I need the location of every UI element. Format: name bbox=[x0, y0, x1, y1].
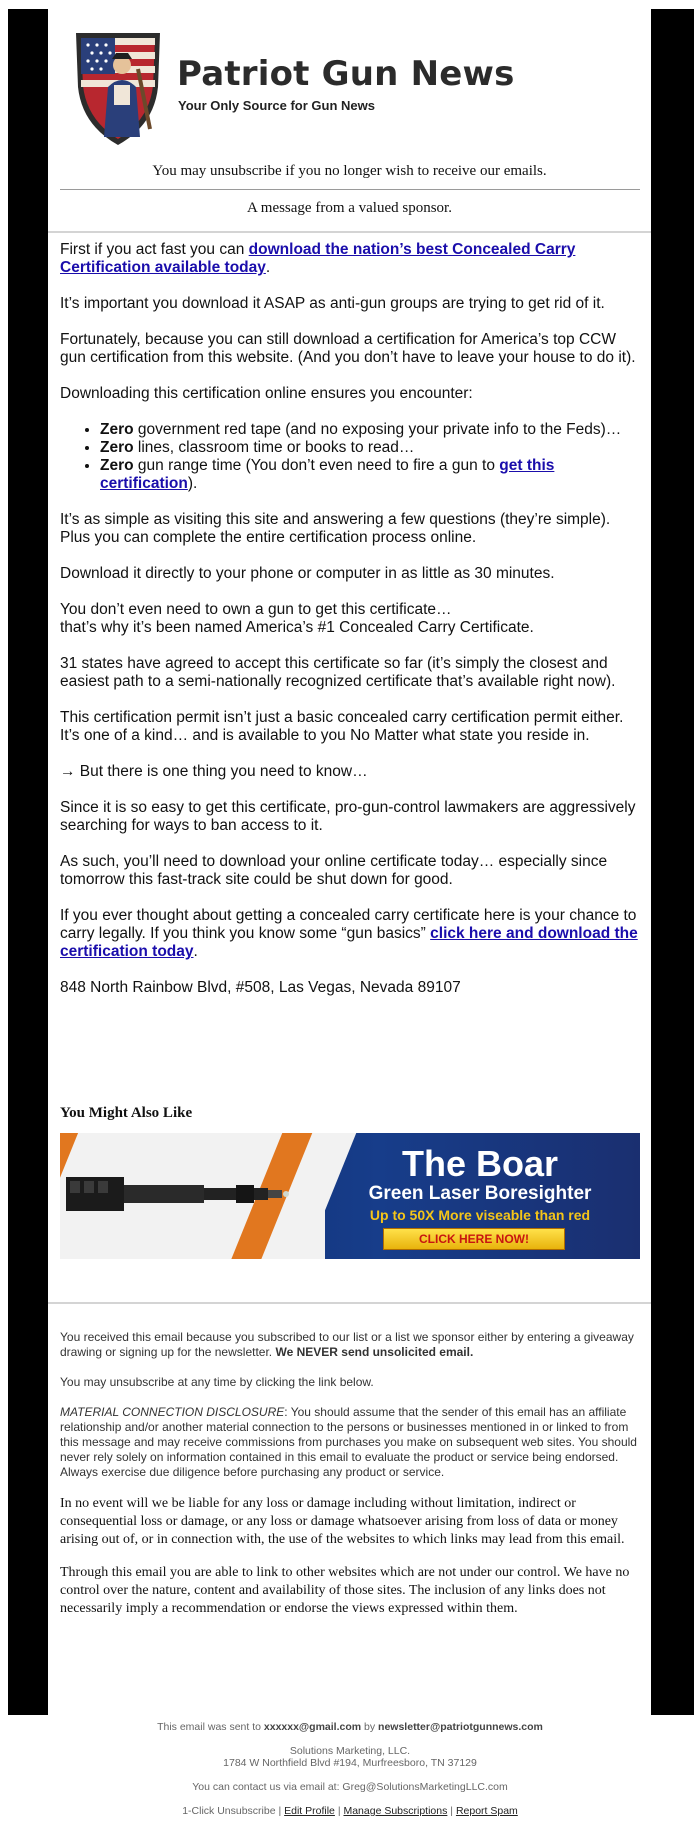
body-paragraph: As such, you’ll need to download your online certificate today… especially since tomorrow this fast-track site could be shut down for good. bbox=[60, 853, 608, 888]
body-paragraph: You don’t even need to own a gun to get this certificate… that’s why it’s been named America’s #1 Concealed Carry Certificate. bbox=[60, 601, 534, 636]
list-item: • Zero gun range time (You don’t even need to fire a gun to get this certification). bbox=[100, 457, 640, 493]
contact-line: You can contact us via email at: Greg@SolutionsMarketingLLC.com bbox=[192, 1781, 508, 1793]
body-paragraph: Fortunately, because you can still download a certification for America’s top CCW gun certification from this website. (And you don’t have to leave your house to do it). bbox=[60, 331, 636, 366]
body-paragraph: → But there is one thing you need to know… bbox=[60, 763, 368, 780]
manage-subscriptions-link[interactable]: Manage Subscriptions bbox=[343, 1805, 448, 1817]
newsletter-subtitle: Your Only Source for Gun News bbox=[178, 98, 375, 113]
boar-ad-banner[interactable] bbox=[60, 1133, 640, 1259]
get-certification-link[interactable]: get this certification bbox=[100, 457, 555, 492]
body-paragraph: First if you act fast you can download the nation’s best Concealed Carry Certification available today. bbox=[60, 241, 576, 276]
body-paragraph: Since it is so easy to get this certificate, pro-gun-control lawmakers are aggressively searching for ways to ban access to it. bbox=[60, 799, 636, 834]
company-address: 1784 W Northfield Blvd #194, Murfreesboro, TN 37129 bbox=[223, 1757, 477, 1769]
ad-tagline: Up to 50X More viseable than red bbox=[369, 1207, 591, 1223]
report-spam-link[interactable]: Report Spam bbox=[455, 1805, 518, 1817]
legal-section bbox=[60, 1330, 644, 1633]
divider bbox=[48, 1302, 651, 1304]
sponsor-address: 848 North Rainbow Blvd, #508, Las Vegas, Nevada 89107 bbox=[60, 979, 461, 996]
body-paragraph: It’s as simple as visiting this site and answering a few questions (they’re simple). Plus you can complete the entire certification process online. bbox=[60, 511, 611, 546]
sent-to-line: This email was sent to xxxxxx@gmail.com by newsletter@patriotgunnews.com bbox=[157, 1721, 543, 1733]
subscription-reason: You received this email because you subscribed to our list or a list we sponsor either by entering a giveaway drawing or signing up for the newsletter. We NEVER send unsolicited email. bbox=[60, 1330, 634, 1359]
edit-profile-link[interactable]: Edit Profile bbox=[284, 1805, 335, 1817]
email-card bbox=[48, 9, 651, 1715]
body-paragraph: It’s important you download it ASAP as anti-gun groups are trying to get rid of it. bbox=[60, 295, 605, 312]
liability-disclaimer: In no event will we be liable for any loss or damage including without limitation, indirect or consequential loss or damage, or any loss or damage whatsoever arising from loss of data or money arising out of, or in connection with, the use of the websites to which links may lead from this email. bbox=[60, 1496, 625, 1547]
patriot-shield-logo bbox=[70, 29, 166, 147]
list-item: • Zero government red tape (and no exposing your private info to the Feds)… bbox=[100, 421, 640, 439]
unsubscribe-info: You may unsubscribe at any time by clicking the link below. bbox=[60, 1375, 374, 1389]
also-like-heading: You Might Also Like bbox=[60, 1105, 193, 1121]
unsubscribe-notice: You may unsubscribe if you no longer wish to receive our emails. bbox=[152, 163, 547, 179]
email-header bbox=[48, 9, 651, 159]
external-links-disclaimer: Through this email you are able to link to other websites which are not under our control. We have no control over the nature, content and availability of those sites. The inclusion of any links does not necessarily imply a recommendation or endorse the views expressed within them. bbox=[60, 1565, 630, 1616]
download-certification-link[interactable]: download the nation’s best Concealed Carry Certification available today bbox=[60, 241, 576, 276]
newsletter-title: Patriot Gun News bbox=[177, 54, 515, 94]
click-here-download-link[interactable]: click here and download the certification today bbox=[60, 925, 638, 960]
material-disclosure: MATERIAL CONNECTION DISCLOSURE: You should assume that the sender of this email has an affiliate relationship and/or another material connection to the persons or businesses mentioned in or linked to from this message and may receive commissions from purchases you make on subsequent web sites. You should never rely solely on information contained in this email to evaluate the product or service being endorsed. Always exercise due diligence before purchasing any product or service. bbox=[60, 1405, 637, 1479]
divider bbox=[48, 231, 651, 233]
rifle-barrel-image bbox=[66, 1163, 296, 1225]
sponsor-notice: A message from a valued sponsor. bbox=[247, 200, 452, 216]
ad-click-here-button[interactable]: CLICK HERE NOW! bbox=[383, 1228, 565, 1250]
email-body bbox=[60, 241, 640, 1015]
ad-subtitle: Green Laser Boresighter bbox=[368, 1183, 592, 1204]
divider bbox=[60, 189, 640, 190]
ad-title: The Boar bbox=[401, 1143, 559, 1184]
body-paragraph: Download it directly to your phone or computer in as little as 30 minutes. bbox=[60, 565, 555, 582]
body-paragraph: 31 states have agreed to accept this certificate so far (it’s simply the closest and easiest path to a semi-nationally recognized certificate that’s available right now). bbox=[60, 655, 616, 690]
email-footer bbox=[0, 1721, 700, 1817]
footer-links: 1-Click Unsubscribe | Edit Profile | Manage Subscriptions | Report Spam bbox=[182, 1805, 518, 1817]
company-name: Solutions Marketing, LLC. bbox=[289, 1745, 411, 1757]
list-item: • Zero lines, classroom time or books to read… bbox=[100, 439, 640, 457]
body-paragraph: This certification permit isn’t just a basic concealed carry certification permit either. It’s one of a kind… and is available to you No Matter what state you reside in. bbox=[60, 709, 624, 744]
body-paragraph: If you ever thought about getting a concealed carry certificate here is your chance to carry legally. If you think you know some “gun basics” click here and download the certification today. bbox=[60, 907, 638, 960]
benefits-list bbox=[60, 421, 640, 493]
one-click-unsubscribe[interactable]: 1-Click Unsubscribe bbox=[182, 1805, 276, 1817]
body-paragraph: Downloading this certification online ensures you encounter: bbox=[60, 385, 473, 402]
